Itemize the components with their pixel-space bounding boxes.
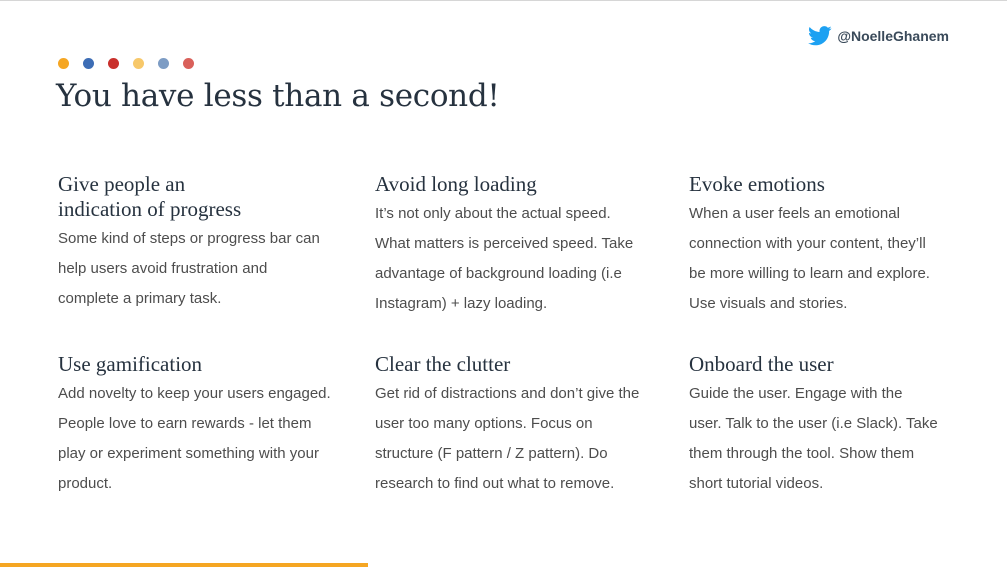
card-progress xyxy=(58,172,343,314)
color-dot xyxy=(183,58,194,69)
card-body: Some kind of steps or progress bar can help users avoid frustration and complete a primary task. xyxy=(58,230,320,307)
color-dot xyxy=(108,58,119,69)
top-divider xyxy=(0,0,1007,1)
card-title: Onboard the user xyxy=(689,352,834,376)
color-dots xyxy=(58,58,194,69)
card-body: Add novelty to keep your users engaged. People love to earn rewards - let them play or experiment something with your product. xyxy=(58,385,331,492)
card-title: Use gamification xyxy=(58,352,203,376)
card-clutter xyxy=(375,352,660,499)
card-title: Avoid long loading xyxy=(375,172,537,196)
accent-bar xyxy=(0,563,368,567)
color-dot xyxy=(83,58,94,69)
twitter-bird-icon xyxy=(808,26,832,46)
card-body: Get rid of distractions and don’t give the user too many options. Focus on structure (F pattern / Z pattern). Do research to find out what to remove. xyxy=(375,385,640,492)
color-dot xyxy=(133,58,144,69)
card-emotions xyxy=(689,172,974,319)
card-title: Evoke emotions xyxy=(689,172,825,196)
card-gamification xyxy=(58,352,343,499)
card-body: Guide the user. Engage with the user. Talk to the user (i.e Slack). Take them through the tool. Show them short tutorial videos. xyxy=(689,385,938,492)
card-title: Give people an indication of progress xyxy=(58,172,242,221)
color-dot xyxy=(158,58,169,69)
twitter-handle[interactable] xyxy=(808,26,949,46)
page-title: You have less than a second! xyxy=(56,78,500,114)
card-body: When a user feels an emotional connection with your content, they’ll be more willing to learn and explore. Use visuals and stories. xyxy=(689,205,930,312)
color-dot xyxy=(58,58,69,69)
card-title: Clear the clutter xyxy=(375,352,511,376)
card-body: It’s not only about the actual speed. What matters is perceived speed. Take advantage of background loading (i.e Instagram) + lazy loading. xyxy=(375,205,634,312)
card-onboard xyxy=(689,352,974,499)
twitter-handle-text: @NoelleGhanem xyxy=(837,28,949,44)
card-loading xyxy=(375,172,660,319)
